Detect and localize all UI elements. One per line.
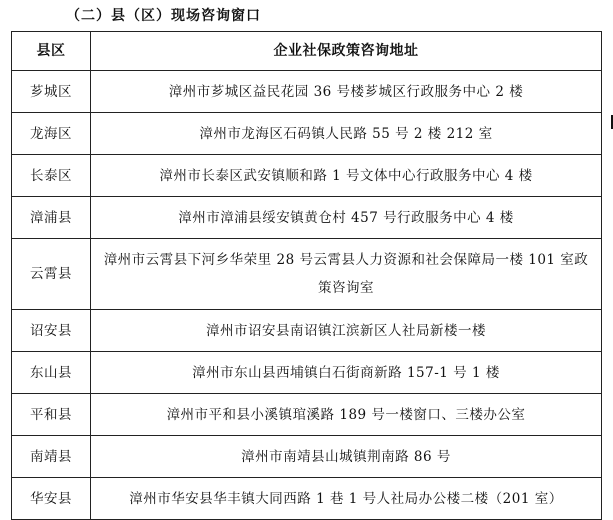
table-row	[12, 352, 602, 394]
table-row	[12, 71, 602, 113]
consultation-table	[11, 31, 602, 520]
address-cell: 漳州市南靖县山城镇荆南路 86 号	[91, 436, 602, 478]
column-header-address: 企业社保政策咨询地址	[91, 32, 602, 71]
table-row	[12, 197, 602, 239]
county-cell: 华安县	[12, 478, 91, 520]
table-row	[12, 310, 602, 352]
column-header-county: 县区	[12, 32, 91, 71]
address-cell: 漳州市华安县华丰镇大同西路 1 巷 1 号人社局办公楼二楼（201 室）	[91, 478, 602, 520]
address-cell: 漳州市诏安县南诏镇江滨新区人社局新楼一楼	[91, 310, 602, 352]
county-cell: 东山县	[12, 352, 91, 394]
county-cell: 南靖县	[12, 436, 91, 478]
table-row	[12, 155, 602, 197]
address-cell: 漳州市龙海区石码镇人民路 55 号 2 楼 212 室	[91, 113, 602, 155]
county-cell: 龙海区	[12, 113, 91, 155]
table-row	[12, 394, 602, 436]
county-cell: 平和县	[12, 394, 91, 436]
county-cell: 云霄县	[12, 239, 91, 310]
county-cell: 芗城区	[12, 71, 91, 113]
table-row	[12, 113, 602, 155]
table-header-row	[12, 32, 602, 71]
table-row	[12, 239, 602, 310]
address-cell: 漳州市漳浦县绥安镇黄仓村 457 号行政服务中心 4 楼	[91, 197, 602, 239]
address-cell: 漳州市芗城区益民花园 36 号楼芗城区行政服务中心 2 楼	[91, 71, 602, 113]
address-cell: 漳州市长泰区武安镇顺和路 1 号文体中心行政服务中心 4 楼	[91, 155, 602, 197]
address-cell: 漳州市云霄县下河乡华荣里 28 号云霄县人力资源和社会保障局一楼 101 室政策咨询室	[91, 239, 602, 310]
table-row	[12, 436, 602, 478]
county-cell: 漳浦县	[12, 197, 91, 239]
address-cell: 漳州市平和县小溪镇琯溪路 189 号一楼窗口、三楼办公室	[91, 394, 602, 436]
county-cell: 诏安县	[12, 310, 91, 352]
section-heading: （二）县（区）现场咨询窗口	[66, 8, 261, 24]
county-cell: 长泰区	[12, 155, 91, 197]
table-row	[12, 478, 602, 520]
address-cell: 漳州市东山县西埔镇白石街商新路 157-1 号 1 楼	[91, 352, 602, 394]
